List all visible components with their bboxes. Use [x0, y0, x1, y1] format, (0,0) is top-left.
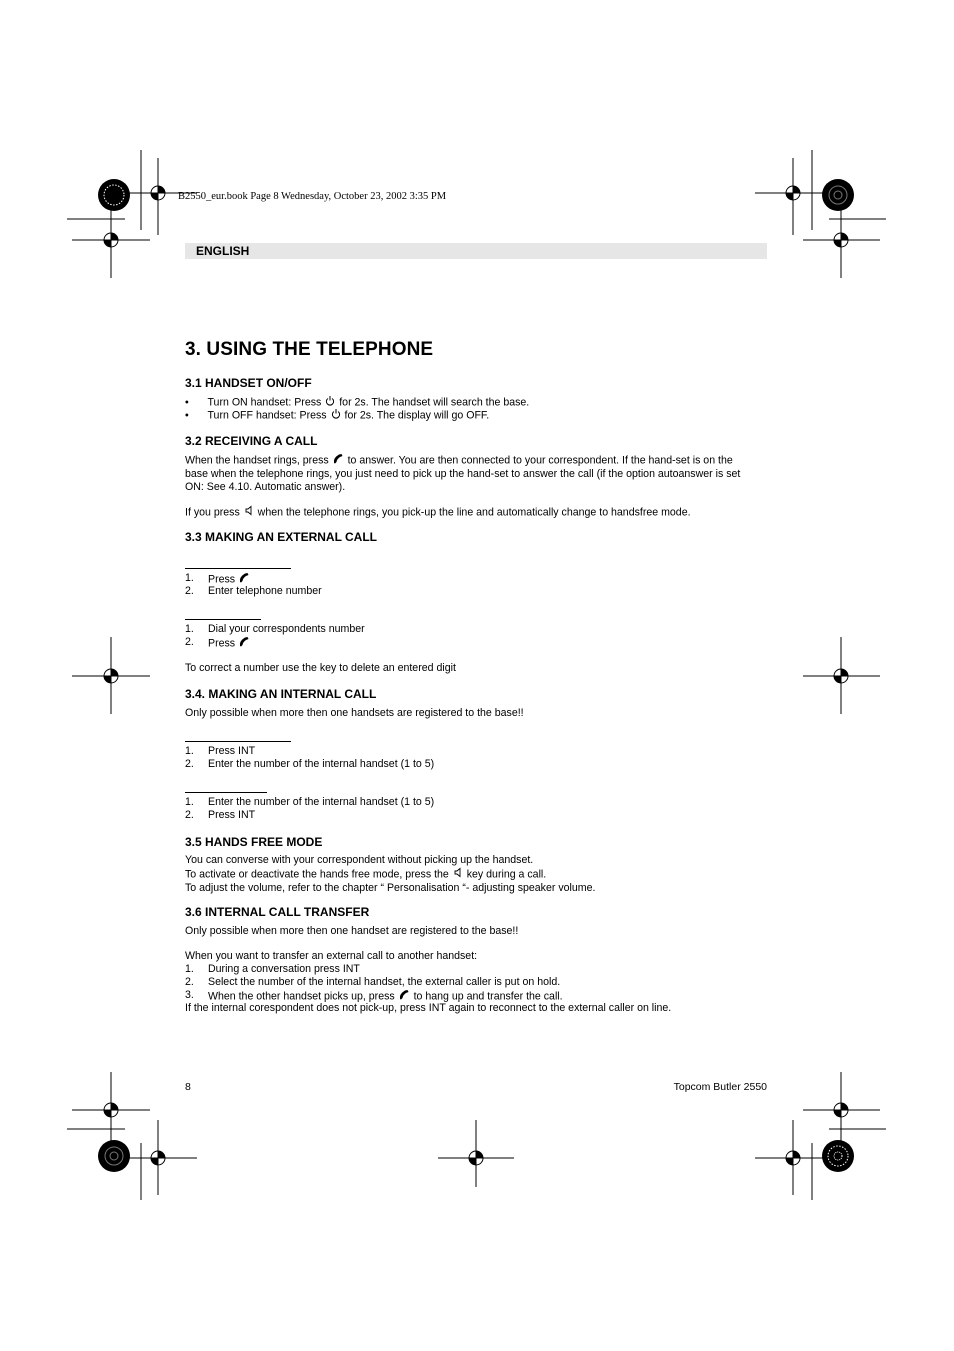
section-3-6-body: When you want to transfer an external call to another handset: 1. During a conversation press INT 2. Select the number of the internal handset, the external caller is put on hold. 3. When the other handset picks up, press to hang up and transfer the call. If the internal corespondent does not pick-up, press INT again to reconnect to the external caller on line. — [185, 950, 785, 1015]
list-item: 1. Press INT — [185, 745, 256, 757]
section-3-5-body: You can converse with your correspondent without picking up the handset. To activate or deactivate the hands free mode, press the key during a call. To adjust the volume, refer to the chapter “ Personalisation “- adjusting speaker volume. — [185, 854, 596, 894]
turn-on-text-b: for 2s. The handset will search the base. — [339, 396, 530, 409]
speaker-press-text-b: when the telephone rings, you pick-up the line and automatically change to handsfree mode. — [257, 506, 691, 519]
speaker-key-icon — [452, 867, 464, 882]
correct-number-note: To correct a number use the key to delete an entered digit — [185, 662, 456, 674]
list-item: 1. During a conversation press INT — [185, 963, 360, 975]
bullet: • — [185, 396, 189, 409]
list-item: 2. Select the number of the internal handset, the external caller is put on hold. — [185, 976, 561, 988]
section-3-4-title: 3.4. MAKING AN INTERNAL CALL — [185, 687, 377, 701]
language-bar — [185, 243, 767, 259]
handset-key-icon — [332, 453, 345, 468]
handset-key-icon — [398, 989, 411, 1004]
subheading-rule — [185, 619, 261, 620]
book-file-line: B2550_eur.book Page 8 Wednesday, October 23, 2002 3:35 PM — [178, 191, 447, 202]
section-3-1-bullet-off — [185, 408, 489, 423]
subheading-rule — [185, 741, 291, 742]
turn-on-text-a: Turn ON handset: Press — [207, 396, 322, 409]
turn-off-text-a: Turn OFF handset: Press — [207, 409, 327, 422]
page-number: 8 — [185, 1081, 191, 1093]
receive-text-c: base when the telephone rings, you just need to pick up the hand-set to answer the call (if the option autoanswer is set — [185, 468, 741, 480]
speaker-key-icon — [243, 505, 255, 520]
list-item: 2. Enter telephone number — [185, 585, 322, 597]
receive-text-d: ON: See 4.10. Automatic answer). — [185, 481, 346, 493]
section-3-3-title: 3.3 MAKING AN EXTERNAL CALL — [185, 530, 378, 544]
turn-off-text-b: for 2s. The display will go OFF. — [344, 409, 490, 422]
language-label: ENGLISH — [196, 244, 250, 258]
section-3-1-title: 3.1 HANDSET ON/OFF — [185, 376, 312, 390]
internal-call-list-b — [185, 796, 585, 822]
product-name: Topcom Butler 2550 — [673, 1081, 767, 1093]
bullet: • — [185, 409, 189, 422]
section-3-5-title: 3.5 HANDS FREE MODE — [185, 835, 323, 849]
external-call-list-a — [185, 572, 585, 598]
power-key-icon — [330, 408, 342, 423]
internal-call-list-a — [185, 745, 585, 771]
list-item: 2. Press — [185, 636, 585, 649]
section-3-2-title: 3.2 RECEIVING A CALL — [185, 434, 318, 448]
chapter-title: 3. USING THE TELEPHONE — [185, 339, 434, 360]
external-call-list-b — [185, 623, 585, 649]
subheading-rule — [185, 792, 267, 793]
section-3-6-title: 3.6 INTERNAL CALL TRANSFER — [185, 905, 370, 919]
list-item: 1. Press — [185, 572, 585, 585]
section-3-2-paragraph-1 — [185, 453, 740, 494]
receive-text-a: When the handset rings, press — [185, 454, 329, 467]
list-item: 2. Press INT — [185, 809, 256, 821]
list-item: 1. Dial your correspondents number — [185, 623, 365, 635]
list-item: 1. Enter the number of the internal handset (1 to 5) — [185, 796, 435, 808]
section-3-2-paragraph-2 — [185, 505, 691, 520]
subheading-rule — [185, 568, 291, 569]
section-3-6-intro: Only possible when more then one handset are registered to the base!! — [185, 925, 519, 937]
receive-text-b: to answer. You are then connected to your correspondent. If the hand-set is on the — [347, 454, 733, 467]
handset-key-icon — [238, 636, 251, 651]
speaker-press-text-a: If you press — [185, 506, 240, 519]
section-3-4-intro: Only possible when more then one handsets are registered to the base!! — [185, 707, 524, 719]
list-item: 2. Enter the number of the internal handset (1 to 5) — [185, 758, 435, 770]
list-item: 3. When the other handset picks up, press to hang up and transfer the call. — [185, 989, 563, 1003]
